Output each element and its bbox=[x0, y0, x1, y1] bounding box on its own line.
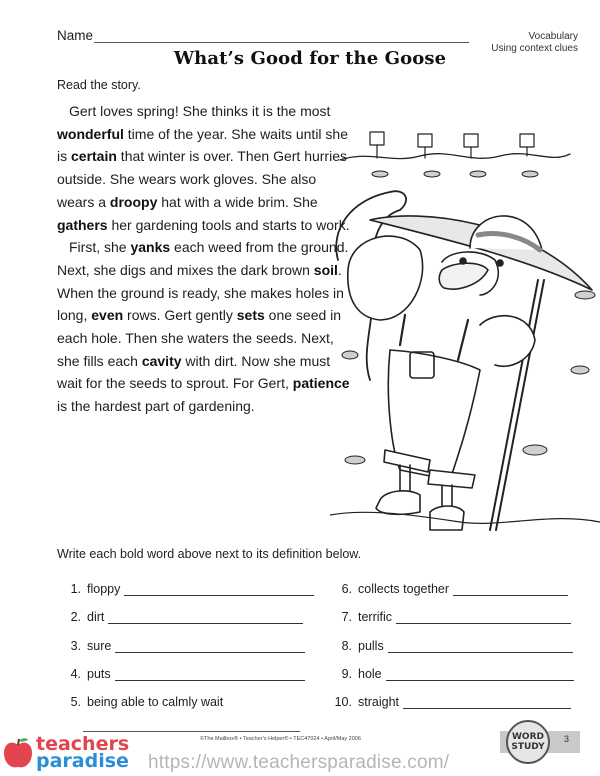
definition-number: 4. bbox=[70, 666, 81, 681]
vocab-word: cavity bbox=[141, 352, 182, 369]
story-segment: is the hardest part of gardening. bbox=[57, 398, 255, 415]
story-segment: First, she bbox=[69, 239, 131, 256]
story-text bbox=[57, 100, 357, 418]
answer-blank[interactable] bbox=[386, 669, 574, 681]
definition-text: pulls bbox=[358, 638, 384, 653]
definition-item bbox=[328, 568, 574, 596]
story-segment: rows. Gert gently bbox=[123, 307, 237, 324]
vocab-word: droopy bbox=[109, 193, 158, 210]
teachers-paradise-logo[interactable] bbox=[2, 733, 130, 772]
story-segment: with dirt. Now she must wait for the seeds to sprout. For Gert, bbox=[57, 352, 331, 392]
brand-name bbox=[36, 733, 130, 772]
answer-blank[interactable] bbox=[108, 612, 303, 624]
page-title: What’s Good for the Goose bbox=[173, 48, 447, 69]
vocab-word: gathers bbox=[57, 216, 108, 233]
definition-text: sure bbox=[87, 638, 112, 653]
vocab-word: certain bbox=[71, 148, 117, 165]
word-study-badge bbox=[500, 720, 580, 762]
story-segment: each weed from the ground. Next, she digs and mixes the dark brown bbox=[57, 239, 349, 278]
definition-number: 6. bbox=[341, 582, 352, 597]
name-label: Name bbox=[57, 28, 94, 43]
goose-gardener-illustration bbox=[330, 120, 600, 540]
copyright-credit: ©The Mailbox® • Teacher’s Helper® • TEC47024 • April/May 2006 bbox=[200, 736, 361, 742]
answer-blank[interactable] bbox=[115, 669, 305, 681]
definition-item bbox=[63, 681, 314, 709]
topic-skill: Using context clues bbox=[491, 43, 578, 54]
apple-icon bbox=[2, 736, 34, 770]
story-segment: hat with a wide brim. She bbox=[157, 193, 318, 210]
story-paragraph bbox=[57, 100, 357, 236]
story-segment: one seed in each hole. Then she waters the seeds. Next, she fills each bbox=[57, 307, 342, 369]
topic-subject: Vocabulary bbox=[528, 31, 578, 42]
definition-text: hole bbox=[358, 666, 382, 681]
vocab-word: even bbox=[91, 307, 124, 324]
definition-number: 2. bbox=[70, 610, 81, 625]
definition-number: 1. bbox=[70, 582, 81, 597]
story-segment: that winter is over. Then Gert hurries outside. She wears work gloves. She also wears a bbox=[57, 148, 347, 210]
badge-top-text: WORD bbox=[512, 732, 544, 742]
answer-blank[interactable] bbox=[388, 641, 573, 653]
definition-item bbox=[328, 624, 574, 652]
definition-item bbox=[328, 596, 574, 624]
exercise-instruction: Write each bold word above next to its definition below. bbox=[57, 547, 362, 561]
vocab-word: yanks bbox=[130, 239, 171, 256]
story-segment: Gert loves spring! She thinks it is the most bbox=[69, 103, 331, 119]
story-paragraph bbox=[57, 236, 357, 418]
vocab-word: soil bbox=[313, 261, 338, 278]
definition-number: 3. bbox=[70, 638, 81, 653]
answer-blank[interactable] bbox=[124, 584, 314, 596]
vocab-word: patience bbox=[292, 375, 350, 392]
brand-line-teachers: teachers bbox=[36, 733, 130, 755]
definition-item bbox=[63, 568, 314, 596]
definition-text: straight bbox=[358, 694, 399, 709]
definition-text: terrific bbox=[358, 610, 393, 625]
vocab-word: wonderful bbox=[57, 125, 124, 142]
definition-text: floppy bbox=[87, 582, 121, 597]
story-segment: her gardening tools and starts to work. bbox=[107, 216, 350, 233]
definition-item bbox=[63, 596, 314, 624]
definition-number: 8. bbox=[341, 638, 352, 653]
definition-item bbox=[328, 653, 574, 681]
answer-blank[interactable] bbox=[396, 612, 571, 624]
definition-text: being able to calmly wait bbox=[87, 694, 224, 709]
definition-number: 7. bbox=[341, 610, 352, 625]
answer-blank[interactable] bbox=[403, 697, 571, 709]
answer-blank[interactable] bbox=[115, 641, 305, 653]
word-study-icon bbox=[506, 720, 550, 764]
definitions-left-column bbox=[63, 568, 314, 709]
page-number: 3 bbox=[564, 734, 570, 744]
definition-text: dirt bbox=[87, 610, 105, 625]
definitions-right-column bbox=[328, 568, 574, 709]
answer-blank[interactable] bbox=[453, 584, 568, 596]
answer-blank-5[interactable] bbox=[83, 731, 300, 732]
definition-text: puts bbox=[87, 666, 111, 681]
name-line[interactable] bbox=[94, 29, 469, 43]
definition-number: 5. bbox=[70, 694, 81, 709]
website-url[interactable]: https://www.teachersparadise.com/ bbox=[148, 752, 450, 773]
definition-number: 10. bbox=[334, 694, 352, 709]
definition-item bbox=[328, 681, 574, 709]
story-segment: . When the ground is ready, she makes holes in long, bbox=[57, 261, 344, 324]
story-segment: time of the year. She waits until she is bbox=[57, 125, 349, 165]
definition-item bbox=[63, 653, 314, 681]
name-field[interactable] bbox=[57, 28, 469, 43]
vocab-word: sets bbox=[236, 307, 265, 324]
definition-item bbox=[63, 624, 314, 652]
brand-line-paradise: paradise bbox=[36, 750, 129, 772]
badge-bottom-text: STUDY bbox=[511, 742, 545, 752]
intro-instruction: Read the story. bbox=[57, 78, 141, 92]
definition-text: collects together bbox=[358, 582, 450, 597]
definition-number: 9. bbox=[341, 666, 352, 681]
